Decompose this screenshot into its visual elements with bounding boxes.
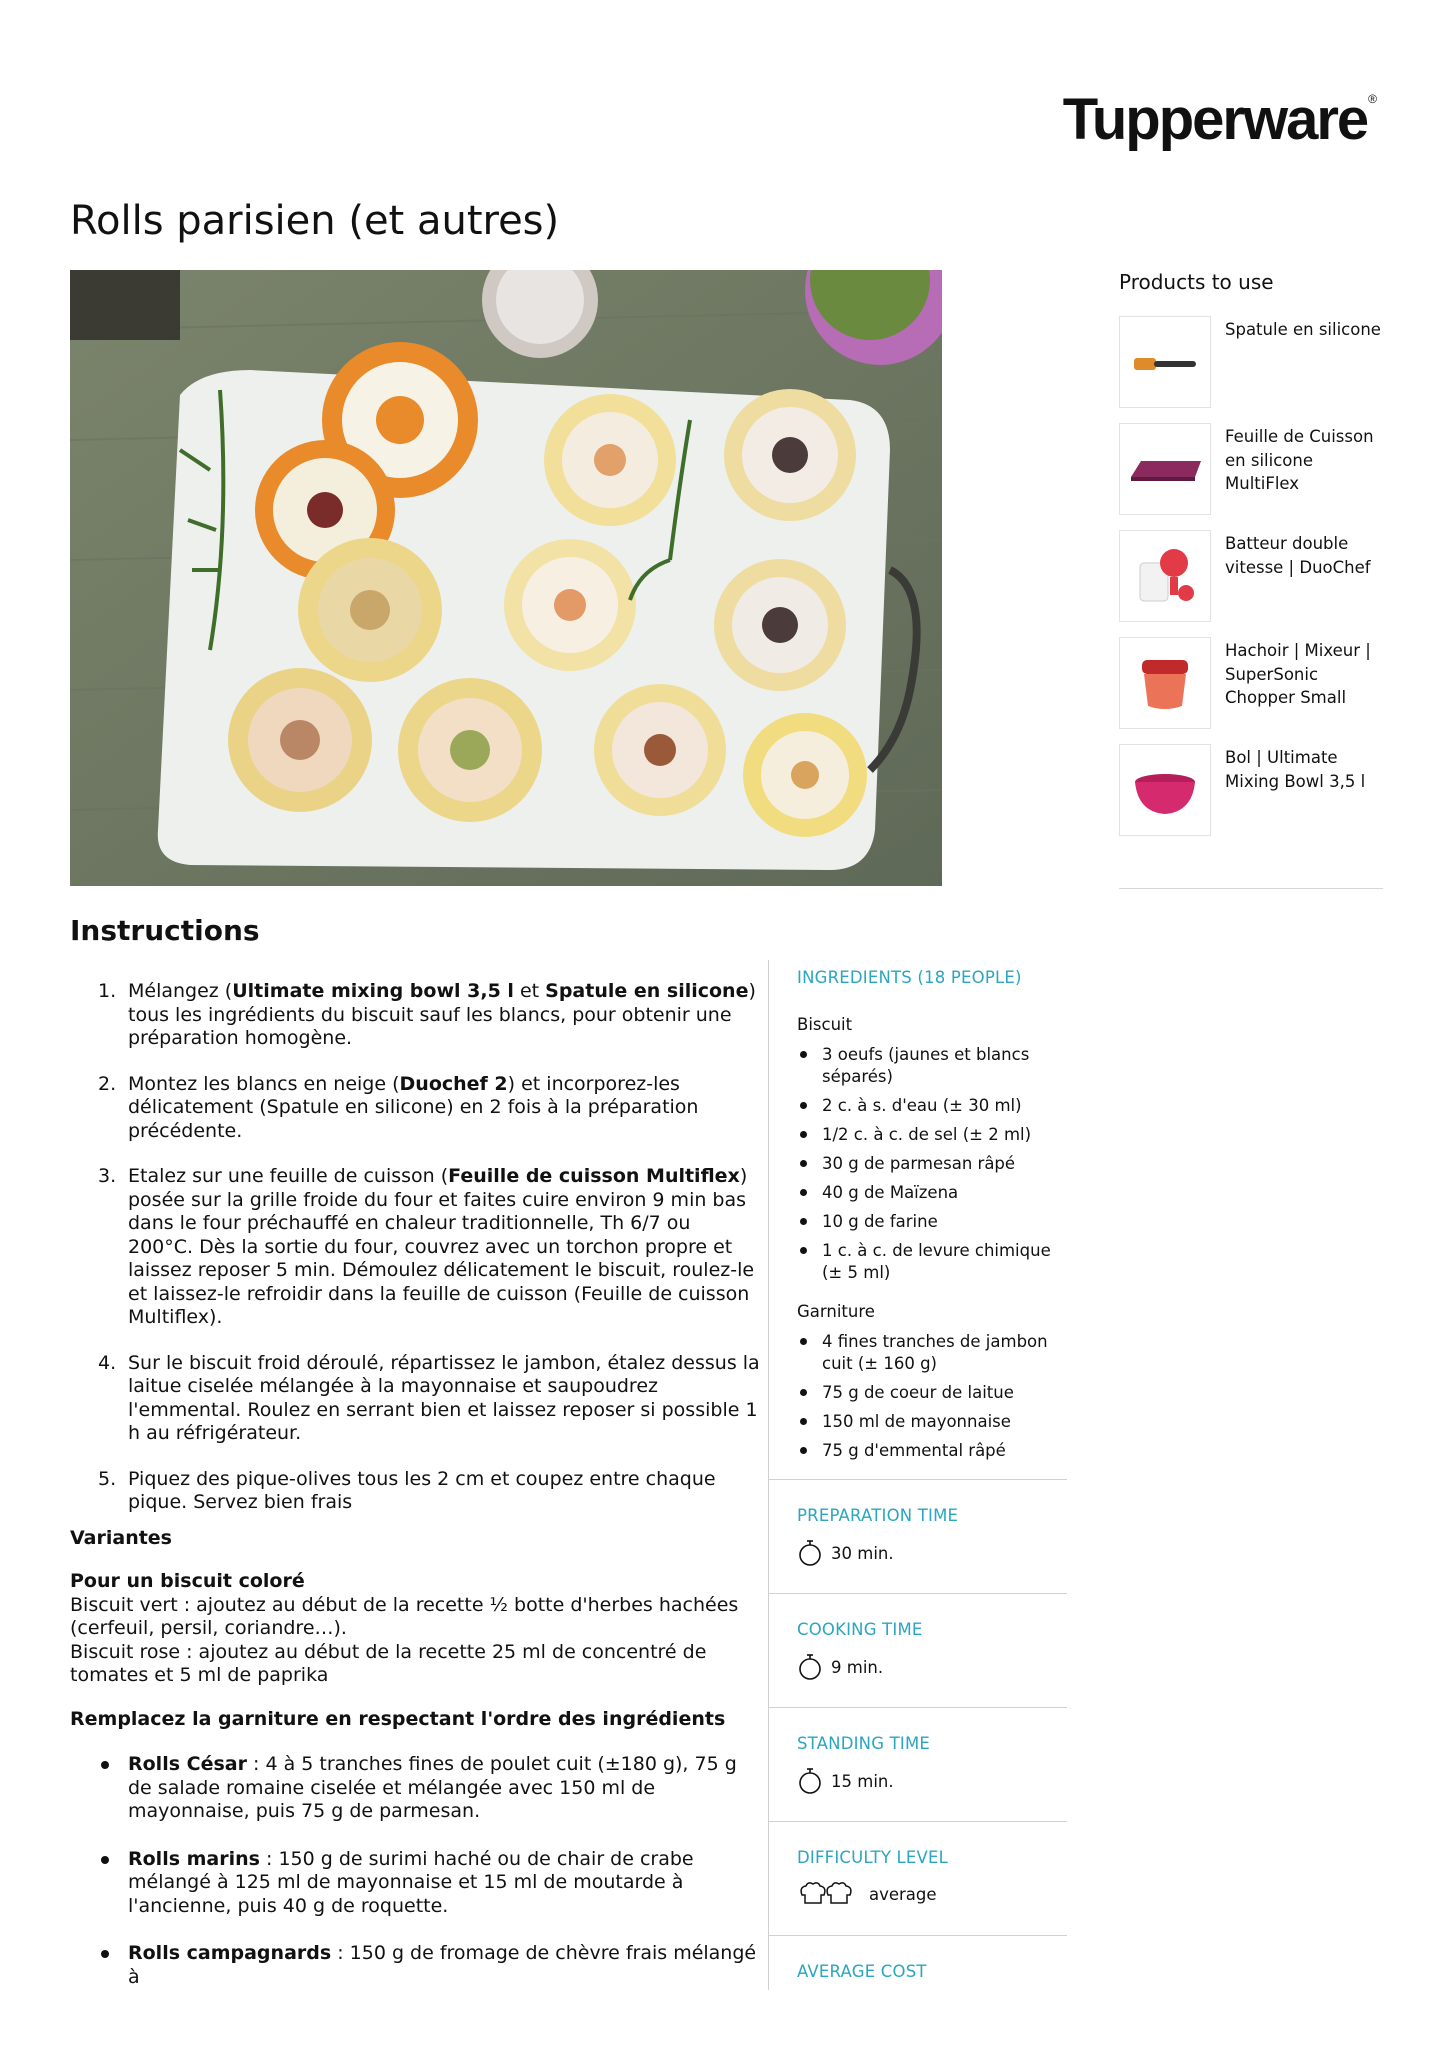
ingredient-item: 150 ml de mayonnaise (822, 1411, 1072, 1433)
difficulty-value: average (869, 1884, 937, 1904)
ingredient-list (797, 1044, 1067, 1284)
preparation-time-title: PREPARATION TIME (797, 1506, 959, 1525)
variant-item: Rolls marins : 150 g de surimi haché ou de chair de crabe mélangé à 125 ml de mayonnaise et 15 ml de moutarde à l'ancienne, puis 40 g de roquette. (128, 1848, 760, 1919)
products-title: Products to use (1119, 270, 1274, 294)
product-link: Spatule en silicone (545, 980, 749, 1002)
recipe-photo (70, 270, 942, 886)
bowl-icon (1119, 744, 1211, 836)
ingredient-item: 10 g de farine (822, 1211, 1072, 1233)
product-name[interactable]: Spatule en silicone (1225, 320, 1381, 339)
colored-pink-text: Biscuit rose : ajoutez au début de la recette 25 ml de concentré de tomates et 5 ml de paprika (70, 1640, 707, 1686)
baking-sheet-icon (1119, 423, 1211, 515)
chopper-icon (1119, 637, 1211, 729)
cooking-time-title: COOKING TIME (797, 1620, 923, 1639)
difficulty-title: DIFFICULTY LEVEL (797, 1848, 949, 1867)
product-item[interactable] (1119, 423, 1383, 530)
ingredients-section (769, 960, 1067, 1479)
product-name[interactable]: Batteur double vitesse | DuoChef (1225, 534, 1371, 577)
ingredient-item: 40 g de Maïzena (822, 1182, 1072, 1204)
cooking-time-row (797, 1653, 1067, 1681)
colored-green-text: Biscuit vert : ajoutez au début de la recette ½ botte d'herbes hachées (cerfeuil, persil, coriandre…). (70, 1593, 739, 1639)
cooking-time-value: 9 min. (831, 1657, 884, 1677)
stopwatch-icon (797, 1767, 823, 1795)
standing-time-section (769, 1708, 1067, 1821)
stopwatch-icon (797, 1653, 823, 1681)
product-item[interactable] (1119, 530, 1383, 637)
ingredient-group-title: Garniture (797, 1302, 875, 1321)
product-link: Feuille de cuisson Multiflex (448, 1165, 740, 1187)
ingredients-title: INGREDIENTS (18 PEOPLE) (797, 968, 1022, 987)
instructions-body (70, 980, 760, 2013)
replace-title: Remplacez la garniture en respectant l'ordre des ingrédients (70, 1707, 726, 1730)
page-title: Rolls parisien (et autres) (70, 198, 560, 244)
product-name[interactable]: Feuille de Cuisson en silicone MultiFlex (1225, 427, 1374, 493)
standing-time-row (797, 1767, 1067, 1795)
ingredient-group-title: Biscuit (797, 1015, 853, 1034)
ingredient-item: 2 c. à s. d'eau (± 30 ml) (822, 1095, 1072, 1117)
ingredient-item: 75 g de coeur de laitue (822, 1382, 1072, 1404)
step-item: 2. Montez les blancs en neige (Duochef 2) et incorporez-les délicatement (Spatule en silicone) en 2 fois à la préparation précédente. (98, 1072, 699, 1142)
ingredient-list (797, 1331, 1067, 1479)
difficulty-section (769, 1822, 1067, 1935)
product-name[interactable]: Bol | Ultimate Mixing Bowl 3,5 l (1225, 748, 1366, 791)
preparation-time-row (797, 1539, 1067, 1567)
product-link: Duochef 2 (399, 1072, 508, 1095)
variants-title: Variantes (70, 1526, 172, 1549)
variant-item: Rolls campagnards : 150 g de fromage de chèvre frais mélangé à (128, 1942, 760, 1989)
ingredient-item: 3 oeufs (jaunes et blancs séparés) (822, 1044, 1072, 1088)
ingredient-item: 1/2 c. à c. de sel (± 2 ml) (822, 1124, 1072, 1146)
ingredient-item: 30 g de parmesan râpé (822, 1153, 1072, 1175)
cost-title: AVERAGE COST (797, 1962, 927, 1981)
colored-title: Pour un biscuit coloré (70, 1570, 305, 1592)
standing-time-value: 15 min. (831, 1771, 894, 1791)
steps-list (70, 980, 760, 1515)
step-item: 1. Mélangez (Ultimate mixing bowl 3,5 l et Spatule en silicone) tous les ingrédients du biscuit sauf les blancs, pour obtenir une préparation homogène. (98, 980, 756, 1049)
recipe-info (769, 960, 1067, 1981)
product-name[interactable]: Hachoir | Mixeur | SuperSonic Chopper Small (1225, 641, 1371, 707)
chef-hat-icon (797, 1881, 855, 1907)
preparation-time-section (769, 1480, 1067, 1593)
spatula-icon (1119, 316, 1211, 408)
ingredient-item: 1 c. à c. de levure chimique (± 5 ml) (822, 1240, 1072, 1284)
product-item[interactable] (1119, 744, 1383, 851)
product-item[interactable] (1119, 316, 1383, 423)
cooking-time-section (769, 1594, 1067, 1707)
products-to-use (1119, 270, 1383, 851)
whisk-icon (1119, 530, 1211, 622)
standing-time-title: STANDING TIME (797, 1734, 931, 1753)
preparation-time-value: 30 min. (831, 1543, 894, 1563)
instructions-title: Instructions (70, 914, 260, 947)
stopwatch-icon (797, 1539, 823, 1567)
ingredient-item: 75 g d'emmental râpé (822, 1440, 1072, 1462)
tupperware-logo: Tupperware® (1062, 87, 1375, 152)
colored-biscuit-section (70, 1570, 760, 1688)
step-item: 4. Sur le biscuit froid déroulé, répartissez le jambon, étalez dessus la laitue ciselée mélangée à la mayonnaise et saupoudrez l'emmental. Roulez en serrant bien et laissez reposer si possible 1 h au réfrigérateur. (98, 1351, 760, 1444)
step-item: 5. Piquez des pique-olives tous les 2 cm et coupez entre chaque pique. Servez bien frais (98, 1467, 716, 1513)
cost-section (769, 1936, 1067, 1981)
step-item: 3. Etalez sur une feuille de cuisson (Feuille de cuisson Multiflex) posée sur la grille froide du four et faites cuire environ 9 min bas dans le four préchauffé en chaleur traditionnelle, Th 6/7 ou 200°C. Dès la sortie du four, couvrez avec un torchon propre et laissez reposer 5 min. Démoulez délicatement le biscuit, roulez-le et laissez-le refroidir dans la feuille de cuisson (Feuille de cuisson Multiflex). (98, 1165, 755, 1328)
ingredient-item: 4 fines tranches de jambon cuit (± 160 g) (822, 1331, 1072, 1375)
difficulty-row (797, 1881, 1067, 1907)
product-item[interactable] (1119, 637, 1383, 744)
products-divider (1119, 888, 1383, 889)
variants-list (70, 1753, 760, 1989)
variant-item: Rolls César : 4 à 5 tranches fines de poulet cuit (±180 g), 75 g de salade romaine ciselée et mélangée avec 150 ml de mayonnaise, puis 75 g de parmesan. (128, 1753, 760, 1824)
product-link: Ultimate mixing bowl 3,5 l (232, 980, 514, 1002)
